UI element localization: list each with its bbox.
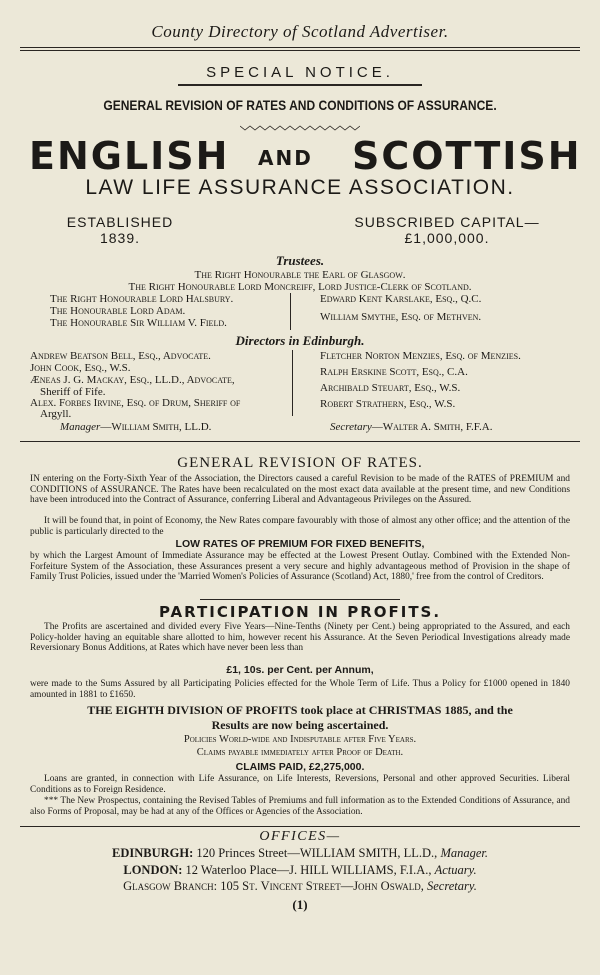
director-right-4: Robert Strathern, Esq., W.S.	[320, 398, 456, 410]
trustees-heading: Trustees.	[275, 253, 325, 268]
manager-name: —William Smith, LL.D.	[100, 421, 212, 433]
trustee-right-1: Edward Kent Karslake, Esq., Q.C.	[320, 293, 482, 305]
bonus-rate: £1, 10s. per Cent. per Annum,	[226, 664, 374, 676]
revision-heading: GENERAL REVISION OF RATES.	[177, 455, 423, 471]
established-label: ESTABLISHED	[66, 214, 174, 230]
policies-line1: Policies World-wide and Indisputable after Five Years.	[183, 734, 417, 745]
company-name	[0, 134, 600, 178]
established-year: 1839.	[99, 230, 141, 246]
trustee-left-1: The Right Honourable Lord Halsbury.	[50, 293, 234, 305]
trustees-divider	[290, 293, 291, 330]
special-notice-label: SPECIAL NOTICE.	[206, 64, 394, 81]
profits-para-1: The Profits are ascertained and divided every Five Years—Nine-Tenths (Ninety per Cent.) being appropriated to the Assured, and each Policy-holder having an equitable share allotted to him, however recent his Assurance. At the Seven Periodical Investigations already made Reversionary Bonus Additions, at Rates which have never been less than	[30, 622, 570, 654]
directors-divider	[292, 350, 293, 416]
revision-rule	[200, 599, 400, 600]
publication-header: County Directory of Scotland Advertiser.	[151, 22, 449, 41]
edinburgh-role: Manager.	[440, 846, 489, 860]
trustee-left-2: The Honourable Lord Adam.	[50, 305, 186, 317]
claims-paid: CLAIMS PAID, £2,275,000.	[235, 761, 365, 773]
director-left-6: Argyll.	[40, 408, 72, 420]
header-rule-bottom	[20, 50, 580, 51]
director-left-1: Andrew Beatson Bell, Esq., Advocate.	[30, 350, 211, 362]
london-label: LONDON:	[123, 863, 183, 877]
secretary-name: —Walter A. Smith, F.F.A.	[371, 421, 493, 433]
revision-para-2: It will be found that, in point of Economy, the New Rates compare favourably with those of almost any other office; and the attention of the public is particularly directed to the	[30, 516, 570, 537]
ornament-zigzag	[240, 125, 360, 131]
profits-heading: PARTICIPATION IN PROFITS.	[158, 603, 442, 621]
director-left-4: Sheriff of Fife.	[40, 386, 106, 398]
eighth-division-line1: THE EIGHTH DIVISION OF PROFITS took place at CHRISTMAS 1885, and the	[87, 703, 513, 717]
revision-para-3: by which the Largest Amount of Immediate Assurance may be effected at the Lowest Present Outlay. Combined with the Extended Non-Forfeiture System of the Association, these Assurances present a very secure and highly advantageous method of Provision in the shape of Family Trust Policies, issued under the 'Married Women's Policies of Assurance (Scotland) Act, 1880,' free from the control of Creditors.	[30, 551, 570, 583]
edinburgh-text: 120 Princes Street—WILLIAM SMITH, LL.D.,	[196, 846, 438, 860]
offices-heading: OFFICES—	[259, 829, 341, 844]
director-right-1: Fletcher Norton Menzies, Esq. of Menzies.	[320, 350, 521, 362]
prospectus-para: *** The New Prospectus, containing the Revised Tables of Premiums and full information as to the Extended Conditions of Assurance, and also Forms of Proposal, may be had at any of the Offices or Agencies of the Association.	[30, 796, 570, 817]
office-edinburgh	[0, 846, 600, 861]
policies-line2: Claims payable immediately after Proof of Death.	[196, 747, 404, 758]
manager-line	[60, 421, 211, 433]
glasgow-role: Secretary.	[426, 879, 477, 893]
directors-heading: Directors in Edinburgh.	[235, 333, 365, 348]
trustee-left-3: The Honourable Sir William V. Field.	[50, 317, 227, 329]
profits-para-2: were made to the Sums Assured by all Participating Policies effected for the Whole Term of Life. Thus a Policy for £1000 opened in 1840 amounted in 1881 to £1650.	[30, 679, 570, 700]
low-rates-line: LOW RATES OF PREMIUM FOR FIXED BENEFITS,	[175, 538, 425, 550]
header-rule-top	[20, 47, 580, 48]
offices-rule	[20, 826, 580, 827]
capital-value: £1,000,000.	[404, 230, 490, 246]
company-name-scottish: SCOTTISH	[352, 134, 582, 178]
trustee-right-2: William Smythe, Esq. of Methven.	[320, 311, 482, 323]
office-london	[0, 863, 600, 878]
trustees-line1: The Right Honourable the Earl of Glasgow.	[194, 269, 406, 281]
director-right-3: Archibald Steuart, Esq., W.S.	[320, 382, 461, 394]
glasgow-text: 105 St. Vincent Street—John Oswald,	[220, 879, 424, 893]
london-role: Actuary.	[434, 863, 477, 877]
special-notice-underline	[178, 84, 422, 86]
directors-rule	[20, 441, 580, 442]
director-left-5: Alex. Forbes Irvine, Esq. of Drum, Sheriff of	[30, 397, 241, 409]
company-name-english: ENGLISH	[29, 134, 230, 178]
manager-label: Manager	[60, 421, 101, 433]
secretary-line	[330, 421, 493, 433]
loans-para: Loans are granted, in connection with Life Assurance, on Life Interests, Reversions, Personal and other approved Securities. Liberal Conditions as to Foreign Residence.	[30, 774, 570, 795]
company-name-and: AND	[258, 146, 313, 170]
company-subtitle: LAW LIFE ASSURANCE ASSOCIATION.	[85, 176, 515, 199]
director-left-2: John Cook, Esq., W.S.	[30, 362, 131, 374]
general-revision-title: GENERAL REVISION OF RATES AND CONDITIONS OF ASSURANCE.	[103, 97, 497, 113]
glasgow-label: Glasgow Branch:	[123, 879, 218, 893]
eighth-division-line2: Results are now being ascertained.	[211, 718, 389, 732]
director-left-3: Æneas J. G. Mackay, Esq., LL.D., Advocate,	[30, 374, 235, 386]
page-number: (1)	[292, 897, 308, 912]
office-glasgow	[0, 879, 600, 894]
capital-label: SUBSCRIBED CAPITAL—	[354, 214, 540, 230]
director-right-2: Ralph Erskine Scott, Esq., C.A.	[320, 366, 468, 378]
edinburgh-label: EDINBURGH:	[111, 846, 194, 860]
revision-para-1: IN entering on the Forty-Sixth Year of the Association, the Directors caused a careful Revision to be made of the RATES of PREMIUM and CONDITIONS of ASSURANCE. The Rates have been recalculated on the most exact data available at the present time, and new Conditions have been introduced into the Contract of Assurance, conferring Liberal and Advantageous Privileges on the Assured.	[30, 474, 570, 506]
london-text: 12 Waterloo Place—J. HILL WILLIAMS, F.I.A.,	[185, 863, 432, 877]
trustees-line2: The Right Honourable Lord Moncreiff, Lord Justice-Clerk of Scotland.	[128, 281, 472, 293]
secretary-label: Secretary	[330, 421, 372, 433]
